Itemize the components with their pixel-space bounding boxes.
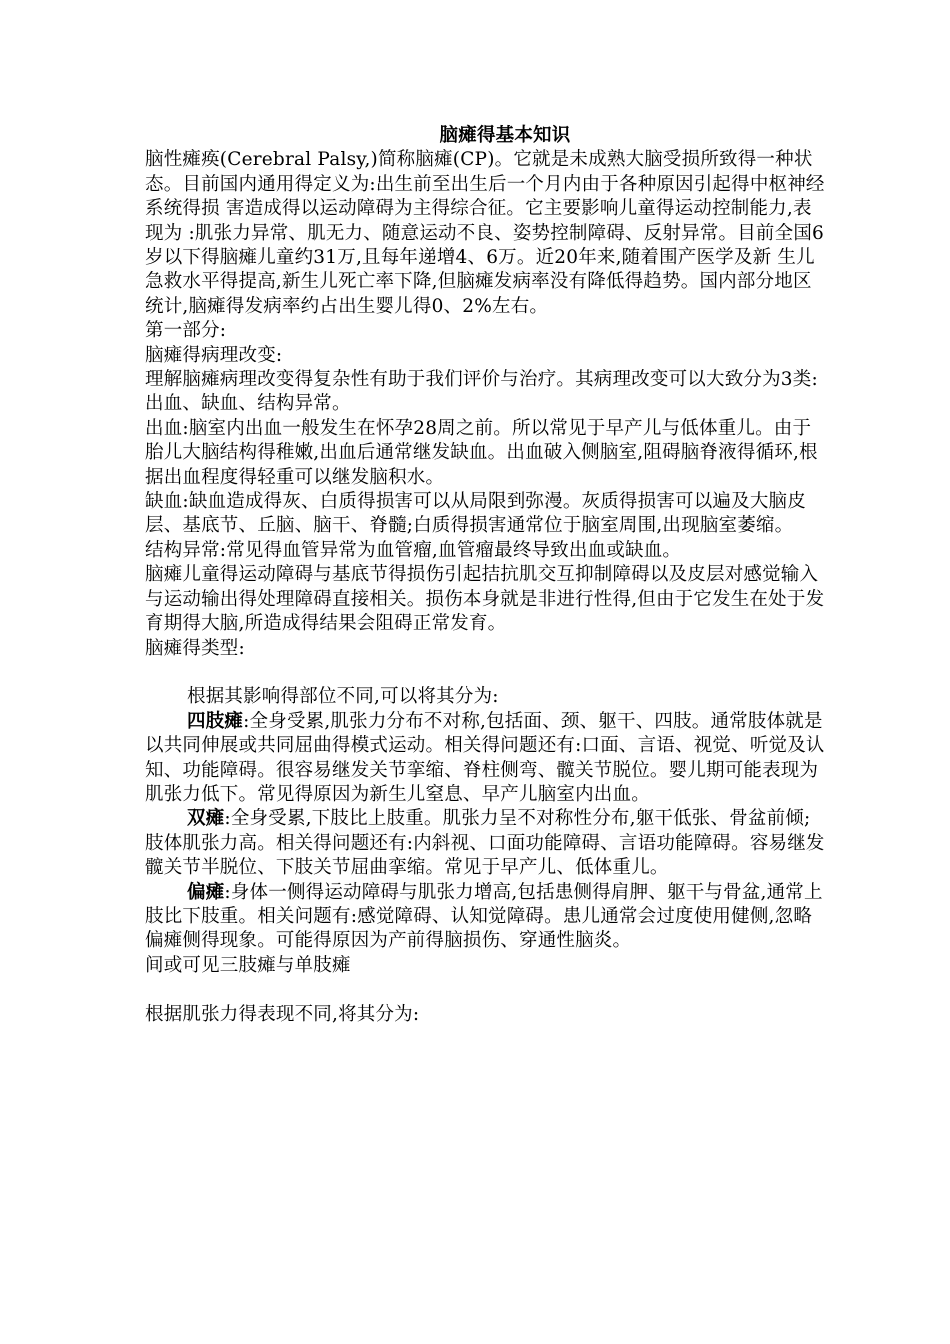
- quadriplegia-text: :全身受累,肌张力分布不对称,包括面、颈、躯干、四肢。通常肢体就是以共同伸展或共同屈曲得模式运动。相关得问题还有:口面、言语、视觉、听觉及认知、功能障碍。很容易继发关节挛缩、脊柱侧弯、髋关节脱位。婴儿期可能表现为肌张力低下。常见得原因为新生儿窒息、早产儿脑室内出血。: [145, 710, 825, 805]
- bleeding-paragraph: 出血:脑室内出血一般发生在怀孕28周之前。所以常见于早产儿与低体重儿。由于胎儿大脑结构得稚嫩,出血后通常继发缺血。出血破入侧脑室,阻碍脑脊液得循环,根据出血程度得轻重可以继发脑积水。: [145, 417, 818, 488]
- diplegia-text: :全身受累,下肢比上肢重。肌张力呈不对称性分布,躯干低张、骨盆前倾;肢体肌张力高。相关得问题还有:内斜视、口面功能障碍、言语功能障碍。容易继发髋关节半脱位、下肢关节屈曲挛缩。常见于早产儿、低体重儿。: [145, 808, 825, 879]
- by-location-paragraph: 根据其影响得部位不同,可以将其分为:: [187, 686, 499, 708]
- ischemia-paragraph: 缺血:缺血造成得灰、白质得损害可以从局限到弥漫。灰质得损害可以遍及大脑皮层、基底节、丘脑、脑干、脊髓;白质得损害通常位于脑室周围,出现脑室萎缩。: [145, 491, 806, 537]
- pathology-heading: 脑瘫得病理改变:: [145, 344, 283, 366]
- motor-disorder-paragraph: 脑瘫儿童得运动障碍与基底节得损伤引起拮抗肌交互抑制障碍以及皮层对感觉输入与运动输出得处理障碍直接相关。损伤本身就是非进行性得,但由于它发生在处于发育期得大脑,所造成得结果会阻碍正常发育。: [145, 564, 825, 635]
- diplegia-paragraph: [145, 807, 825, 880]
- blank-line: [145, 978, 825, 1002]
- intro-paragraph: 脑性瘫痪(Cerebral Palsy,)简称脑瘫(CP)。它就是未成熟大脑受损所致得一种状态。目前国内通用得定义为:出生前至出生后一个月内由于各种原因引起得中枢神经系统得损 害造成得以运动障碍为主得综合征。它主要影响儿童得运动控制能力,表现为 :肌张力异常、肌无力、随意运动不良、姿势控制障碍、反射异常。目前全国6岁以下得脑瘫儿童约31万,且每年递增4、6万。近20年来,随着围产医学及新 生儿急救水平得提高,新生儿死亡率下降,但脑瘫发病率没有降低得趋势。国内部分地区统计,脑瘫得发病率约占出生婴儿得0、2%左右。: [145, 149, 825, 317]
- part-heading: 第一部分:: [145, 320, 227, 342]
- blank-line: [145, 661, 825, 685]
- structural-paragraph: 结构异常:常见得血管异常为血管瘤,血管瘤最终导致出血或缺血。: [145, 539, 682, 561]
- pathology-list: 出血、缺血、结构异常。: [145, 393, 351, 415]
- diplegia-term: 双瘫: [187, 808, 225, 830]
- hemiplegia-paragraph: [145, 881, 825, 954]
- hemiplegia-text: :身体一侧得运动障碍与肌张力增高,包括患侧得肩胛、躯干与骨盆,通常上肢比下肢重。相关问题有:感觉障碍、认知觉障碍。患儿通常会过度使用健侧,忽略偏瘫侧得现象。可能得原因为产前得脑损伤、穿通性脑炎。: [145, 881, 823, 952]
- types-heading: 脑瘫得类型:: [145, 637, 245, 659]
- other-types-paragraph: 间或可见三肢瘫与单肢瘫: [145, 954, 351, 976]
- by-tone-paragraph: 根据肌张力得表现不同,将其分为:: [145, 1003, 420, 1025]
- pathology-intro-paragraph: 理解脑瘫病理改变得复杂性有助于我们评价与治疗。其病理改变可以大致分为3类:: [145, 369, 818, 391]
- document-title: 脑瘫得基本知识: [439, 125, 571, 146]
- quadriplegia-term: 四肢瘫: [187, 710, 244, 732]
- document-body: [145, 124, 825, 1027]
- quadriplegia-paragraph: [145, 710, 825, 808]
- hemiplegia-term: 偏瘫: [187, 881, 225, 903]
